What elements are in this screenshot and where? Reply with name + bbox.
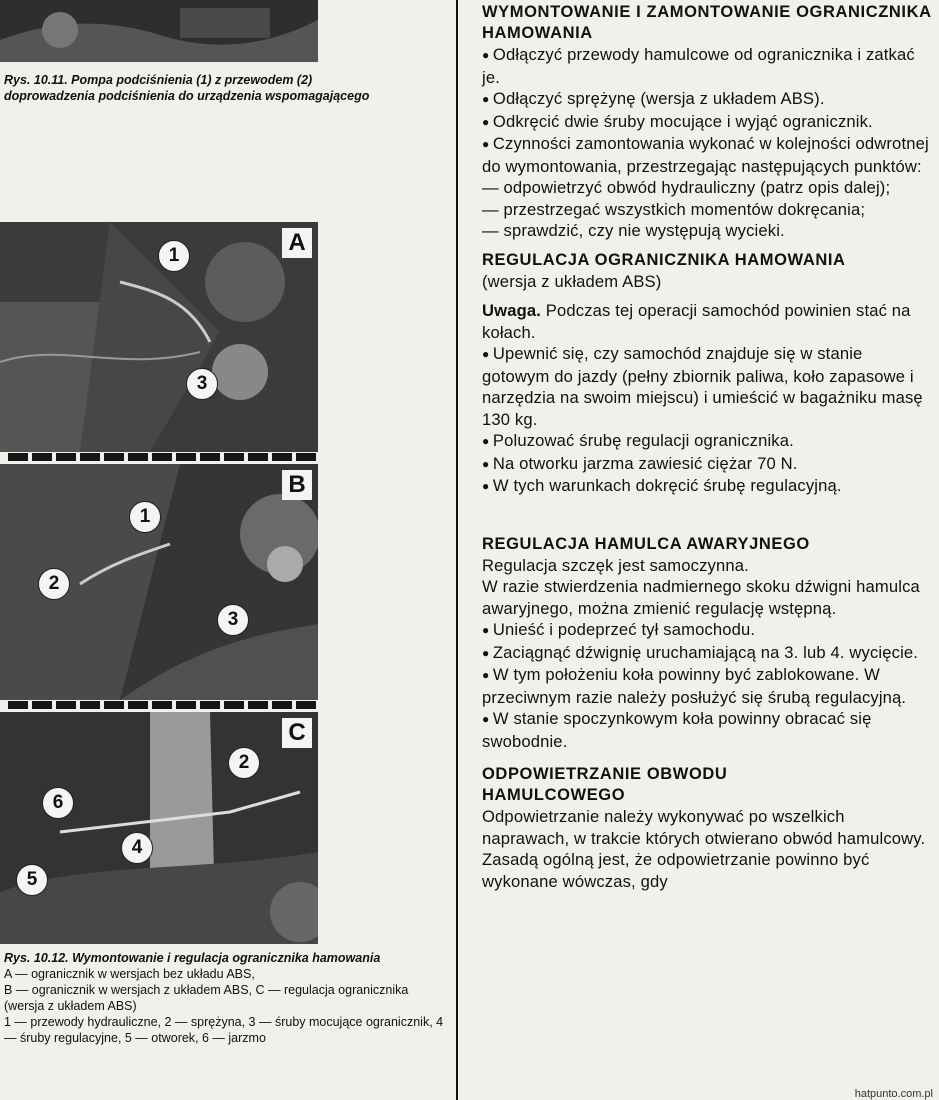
- brake-limiter-photo-c: [0, 712, 318, 944]
- list-item: ● W tych warunkach dokręcić śrubę regulacyjną.: [482, 475, 934, 498]
- figure-10-11-caption: [4, 72, 374, 104]
- caption-line: 1 — przewody hydrauliczne, 2 — sprężyna, 3 — śruby mocujące ogranicznik, 4 — śruby regulacyjne, 5 — otworek, 6 — jarzmo: [4, 1015, 444, 1045]
- list-item: ● Czynności zamontowania wykonać w kolejności odwrotnej do wymontowania, przestrzegając następujących punktów:: [482, 133, 934, 177]
- figure-10-12-panel-a: [0, 222, 318, 452]
- paragraph: Regulacja szczęk jest samoczynna.: [482, 555, 749, 575]
- paragraph: W razie stwierdzenia nadmiernego skoku dźwigni hamulca awaryjnego, można zmienić regulację wstępną.: [482, 577, 920, 618]
- caption-line: B — ogranicznik w wersjach z układem ABS, C — regulacja ogranicznika (wersja z układem ABS): [4, 983, 409, 1013]
- note-text: Podczas tej operacji samochód powinien stać na kołach.: [482, 301, 911, 342]
- section-heading: WYMONTOWANIE I ZAMONTOWANIE OGRANICZNIKA HAMOWANIA: [482, 3, 932, 42]
- callout-5: 5: [16, 864, 48, 896]
- caption-line: A — ogranicznik w wersjach bez układu ABS,: [4, 967, 255, 981]
- column-divider: [456, 0, 458, 1100]
- figure-10-11-photo: [0, 0, 318, 62]
- dash-item: — odpowietrzyć obwód hydrauliczny (patrz opis dalej);: [482, 178, 891, 197]
- note-label: Uwaga.: [482, 301, 541, 320]
- figure-10-11-caption-title: Rys. 10.11. Pompa podciśnienia (1) z przewodem (2) doprowadzenia podciśnienia do urządzenia wspomagającego: [4, 73, 370, 103]
- watermark: hatpunto.com.pl: [854, 1088, 933, 1100]
- panel-separator: [8, 701, 316, 709]
- callout-1: 1: [129, 501, 161, 533]
- list-item: ● Unieść i podeprzeć tył samochodu.: [482, 619, 934, 642]
- figure-10-12-panel-c: [0, 712, 318, 944]
- callout-2: 2: [38, 568, 70, 600]
- dash-item: — sprawdzić, czy nie występują wycieki.: [482, 221, 785, 240]
- text-column: [482, 2, 934, 892]
- panel-letter-c: C: [282, 718, 312, 748]
- section-heading: REGULACJA HAMULCA AWARYJNEGO: [482, 534, 810, 553]
- section-subheading: (wersja z układem ABS): [482, 271, 662, 291]
- list-item: ● Odłączyć sprężynę (wersja z układem ABS).: [482, 88, 934, 111]
- callout-2: 2: [228, 747, 260, 779]
- figure-10-12-caption-title: Rys. 10.12. Wymontowanie i regulacja ogranicznika hamowania: [4, 951, 381, 965]
- engine-photo-image: [0, 0, 318, 62]
- dash-item: — przestrzegać wszystkich momentów dokręcania;: [482, 199, 866, 219]
- section-heading: REGULACJA OGRANICZNIKA HAMOWANIA: [482, 250, 846, 269]
- callout-4: 4: [121, 832, 153, 864]
- section-heading: ODPOWIETRZANIE OBWODU HAMULCOWEGO: [482, 765, 728, 804]
- list-item: ● Na otworku jarzma zawiesić ciężar 70 N.: [482, 453, 934, 476]
- note-paragraph: [482, 300, 934, 343]
- callout-6: 6: [42, 787, 74, 819]
- callout-3: 3: [217, 604, 249, 636]
- callout-3: 3: [186, 368, 218, 400]
- paragraph: Odpowietrzanie należy wykonywać po wszelkich naprawach, w trakcie których otwierano obwód hamulcowy. Zasadą ogólną jest, że odpowietrzanie powinno być wykonane wówczas, gdy: [482, 807, 926, 891]
- list-item: ● Odkręcić dwie śruby mocujące i wyjąć ogranicznik.: [482, 111, 934, 134]
- list-item: ● Poluzować śrubę regulacji ogranicznika.: [482, 430, 934, 453]
- figure-10-12-caption: [4, 950, 444, 1046]
- panel-letter-b: B: [282, 470, 312, 500]
- list-item: ● Zaciągnąć dźwignię uruchamiającą na 3. lub 4. wycięcie.: [482, 642, 934, 665]
- panel-letter-a: A: [282, 228, 312, 258]
- list-item: ● Upewnić się, czy samochód znajduje się w stanie gotowym do jazdy (pełny zbiornik paliwa, koło zapasowe i narzędzia na swoim miejscu) i umieścić w bagażniku masę 130 kg.: [482, 343, 934, 430]
- list-item: ● Odłączyć przewody hamulcowe od ogranicznika i zatkać je.: [482, 44, 934, 88]
- callout-1: 1: [158, 240, 190, 272]
- panel-separator: [8, 453, 316, 461]
- list-item: ● W tym położeniu koła powinny być zablokowane. W przeciwnym razie należy posłużyć się śrubą regulacyjną.: [482, 664, 934, 708]
- figure-10-12-panel-b: [0, 464, 318, 700]
- list-item: ● W stanie spoczynkowym koła powinny obracać się swobodnie.: [482, 708, 934, 752]
